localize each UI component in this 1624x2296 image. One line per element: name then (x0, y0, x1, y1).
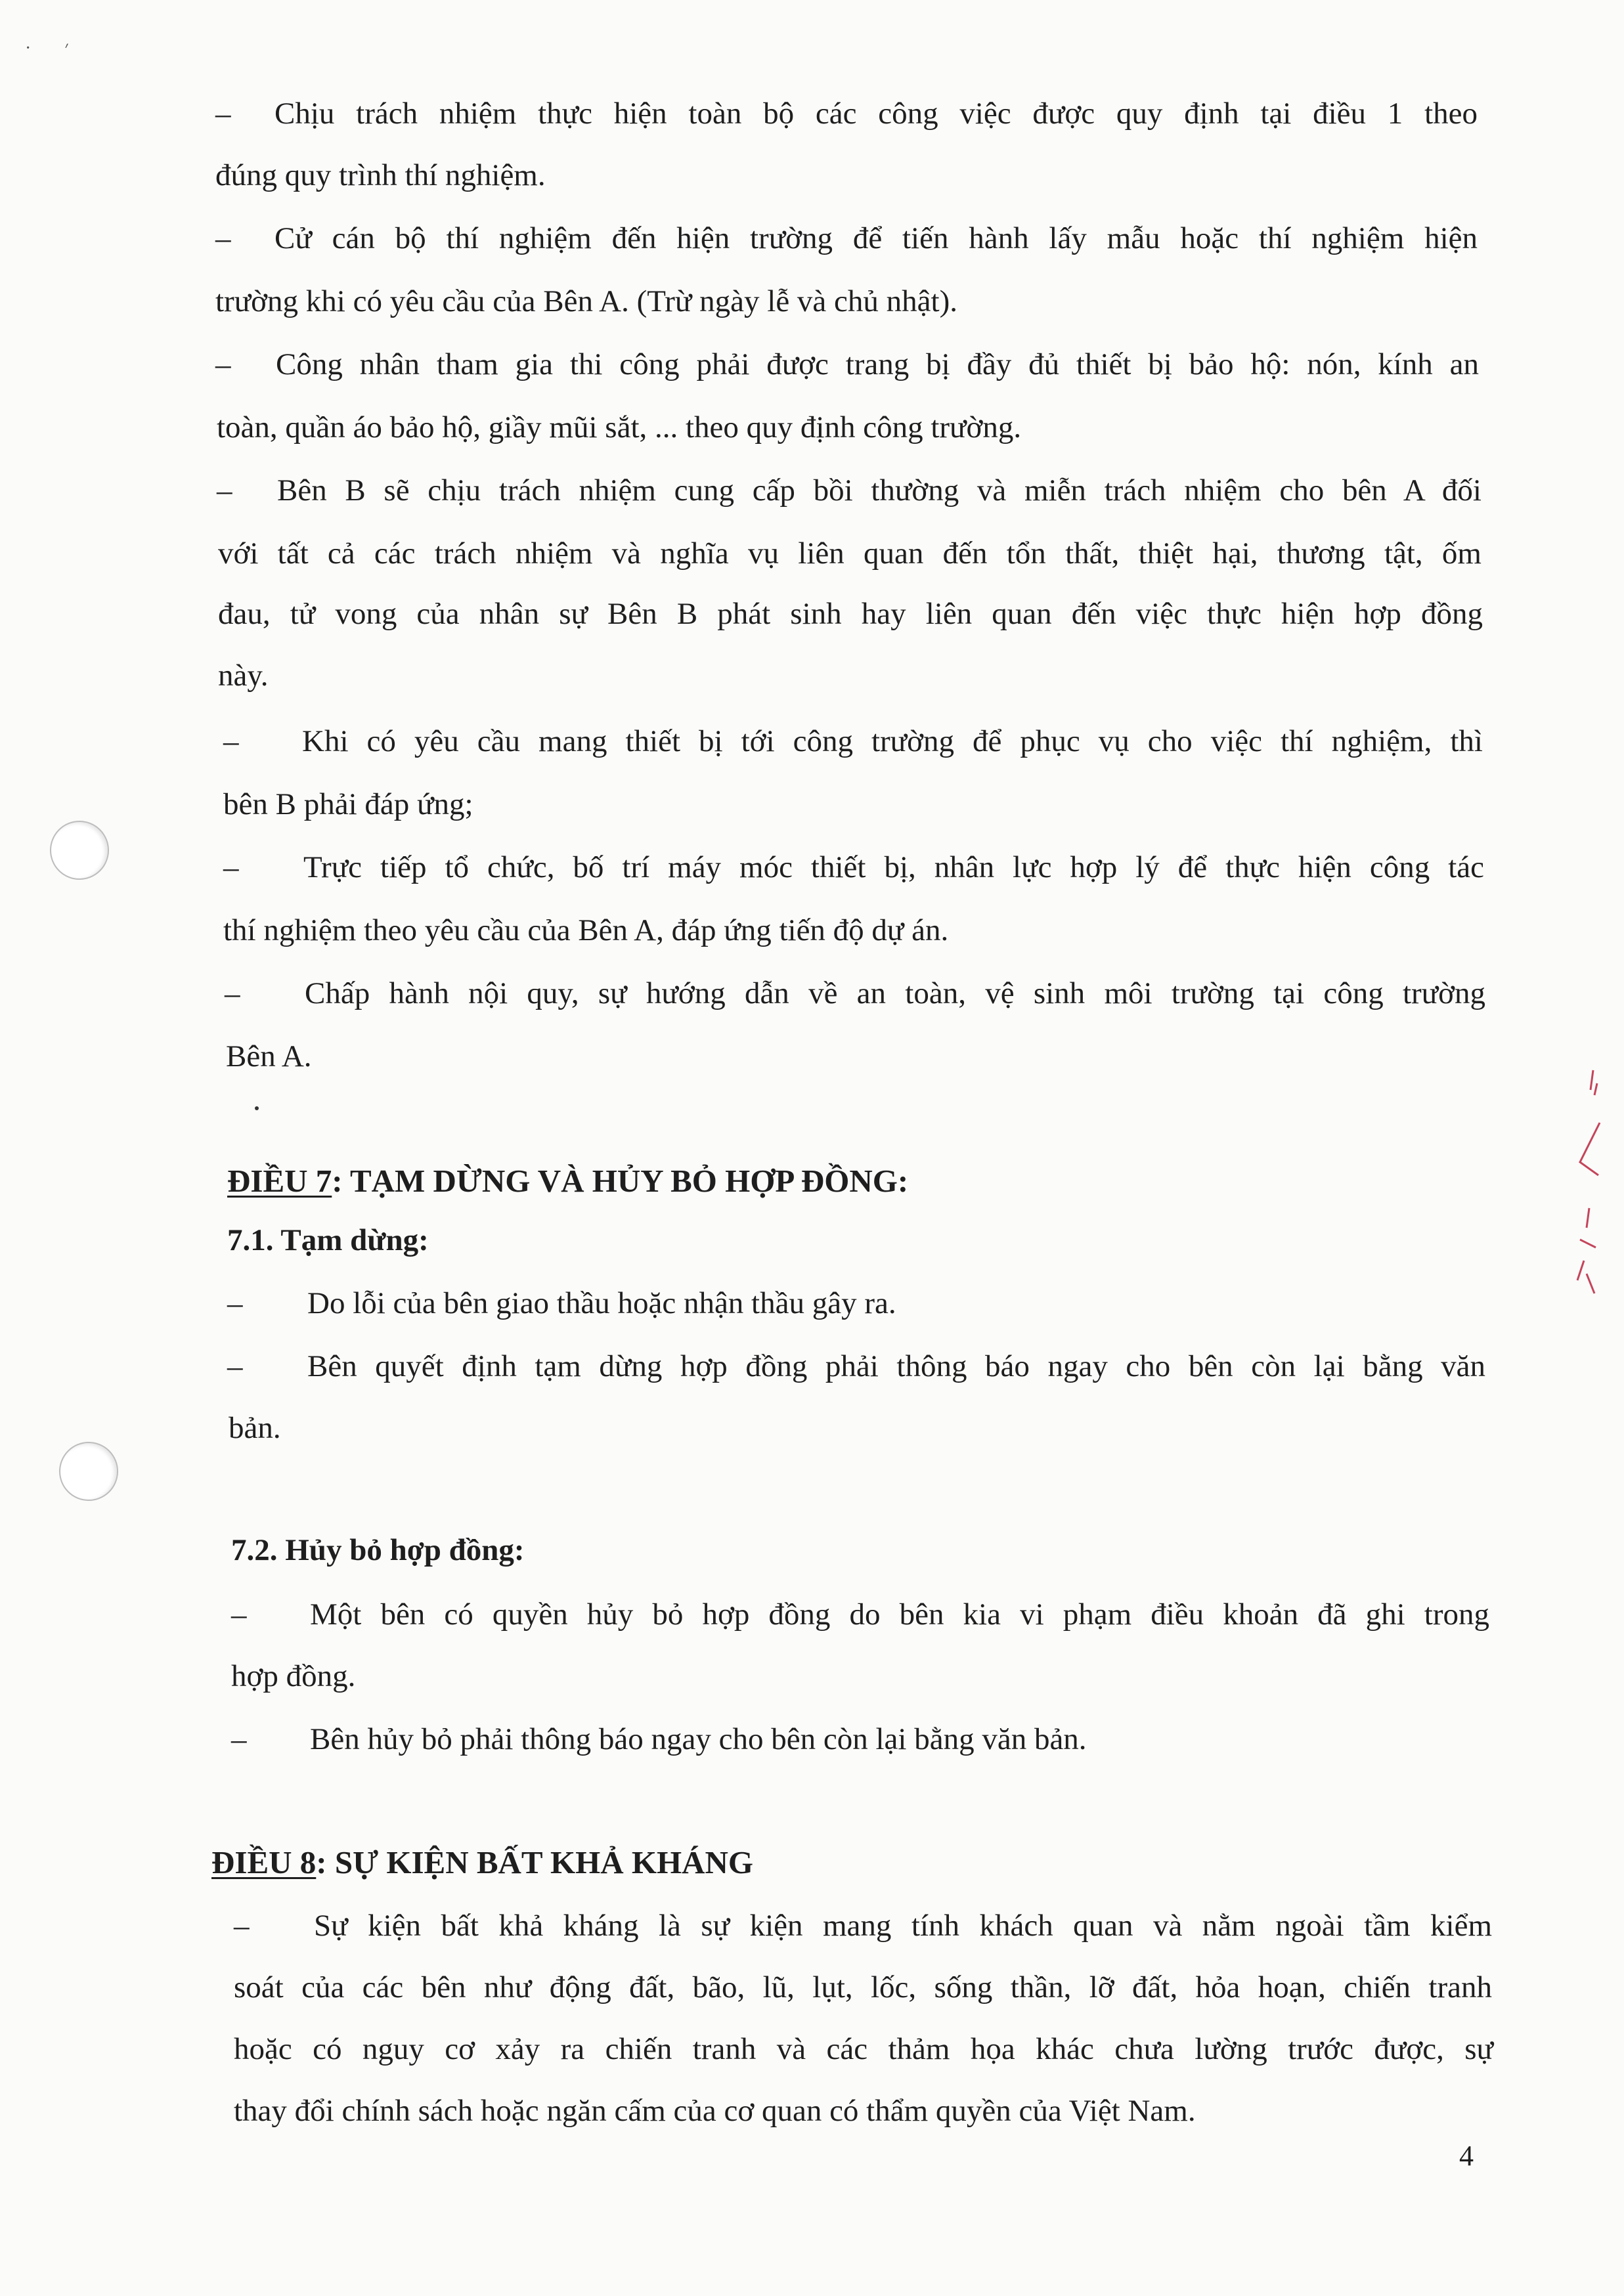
list-item-line: Chịu trách nhiệm thực hiện toàn bộ các công việc được quy định tại điều 1 theo (274, 97, 1478, 131)
article8-label: ĐIỀU 8 (211, 1844, 317, 1880)
list-dash: – (227, 1286, 243, 1320)
list-dash: – (234, 1909, 250, 1943)
scan-speck (255, 1106, 259, 1110)
list-item-line: Bên A. (226, 1039, 312, 1073)
list-dash: – (223, 724, 239, 758)
list-item-line: Bên quyết định tạm dừng hợp đồng phải thông báo ngay cho bên còn lại bằng văn (307, 1349, 1485, 1383)
article7-sub1-title: 7.1. Tạm dừng: (227, 1223, 429, 1257)
list-item-line: đau, tử vong của nhân sự Bên B phát sinh hay liên quan đến việc thực hiện hợp đồng (218, 597, 1483, 631)
list-dash: – (231, 1722, 247, 1756)
list-item-line: Một bên có quyền hủy bỏ hợp đồng do bên kia vi phạm điều khoản đã ghi trong (310, 1597, 1489, 1632)
article8-title: : SỰ KIỆN BẤT KHẢ KHÁNG (316, 1844, 753, 1880)
list-item-line: Khi có yêu cầu mang thiết bị tới công trường để phục vụ cho việc thí nghiệm, thì (302, 724, 1483, 758)
margin-signature-mark (1560, 1064, 1606, 1313)
article7-title: : TẠM DỪNG VÀ HỦY BỎ HỢP ĐỒNG: (332, 1163, 909, 1199)
article7-heading (227, 1165, 908, 1197)
list-item-line: Trực tiếp tổ chức, bố trí máy móc thiết bị, nhân lực hợp lý để thực hiện công tác (303, 850, 1484, 884)
list-item-line: đúng quy trình thí nghiệm. (215, 158, 546, 192)
list-item-line: Chấp hành nội quy, sự hướng dẫn về an toàn, vệ sinh môi trường tại công trường (305, 976, 1485, 1010)
article7-sub2-title: 7.2. Hủy bỏ hợp đồng: (231, 1533, 525, 1567)
list-item-line: Bên B sẽ chịu trách nhiệm cung cấp bồi thường và miễn trách nhiệm cho bên A đối (277, 473, 1481, 508)
list-item-line: thí nghiệm theo yêu cầu của Bên A, đáp ứng tiến độ dự án. (223, 913, 949, 947)
list-dash: – (225, 976, 240, 1010)
list-item-line: toàn, quần áo bảo hộ, giầy mũi sắt, ... theo quy định công trường. (217, 410, 1022, 444)
list-item-line: thay đổi chính sách hoặc ngăn cấm của cơ quan có thẩm quyền của Việt Nam. (234, 2094, 1196, 2128)
list-dash: – (215, 97, 231, 131)
list-dash: – (215, 221, 231, 255)
list-item-line: với tất cả các trách nhiệm và nghĩa vụ liên quan đến tổn thất, thiệt hại, thương tật, ốm (218, 536, 1481, 571)
list-item-line: trường khi có yêu cầu của Bên A. (Trừ ngày lễ và chủ nhật). (215, 284, 957, 318)
list-item-line: này. (218, 659, 269, 693)
list-item-line: soát của các bên như động đất, bão, lũ, lụt, lốc, sống thần, lỡ đất, hỏa hoạn, chiến tranh (234, 1970, 1492, 2004)
article8-heading (211, 1846, 753, 1878)
list-dash: – (215, 347, 231, 381)
list-dash: – (217, 473, 232, 508)
article7-label: ĐIỀU 7 (227, 1163, 332, 1199)
page-number: 4 (1459, 2140, 1474, 2172)
list-item-line: hoặc có nguy cơ xảy ra chiến tranh và các thảm họa khác chưa lường trước được, sự (234, 2032, 1493, 2066)
list-item-line: Do lỗi của bên giao thầu hoặc nhận thầu gây ra. (307, 1286, 896, 1320)
list-dash: – (223, 850, 239, 884)
list-item-line: hợp đồng. (231, 1659, 356, 1693)
list-item-line: Sự kiện bất khả kháng là sự kiện mang tính khách quan và nằm ngoài tầm kiểm (314, 1909, 1492, 1943)
list-item-line: Công nhân tham gia thi công phải được trang bị đầy đủ thiết bị bảo hộ: nón, kính an (276, 347, 1479, 381)
list-item-line: bản. (229, 1411, 281, 1445)
punch-hole (59, 1442, 118, 1501)
scan-corner-marks: · ׳ (25, 38, 83, 58)
list-dash: – (227, 1349, 243, 1383)
list-item-line: Bên hủy bỏ phải thông báo ngay cho bên còn lại bằng văn bản. (310, 1722, 1087, 1756)
punch-hole (50, 821, 109, 880)
list-item-line: Cử cán bộ thí nghiệm đến hiện trường để tiến hành lấy mẫu hoặc thí nghiệm hiện (274, 221, 1478, 255)
list-dash: – (231, 1597, 247, 1632)
list-item-line: bên B phải đáp ứng; (223, 787, 473, 821)
